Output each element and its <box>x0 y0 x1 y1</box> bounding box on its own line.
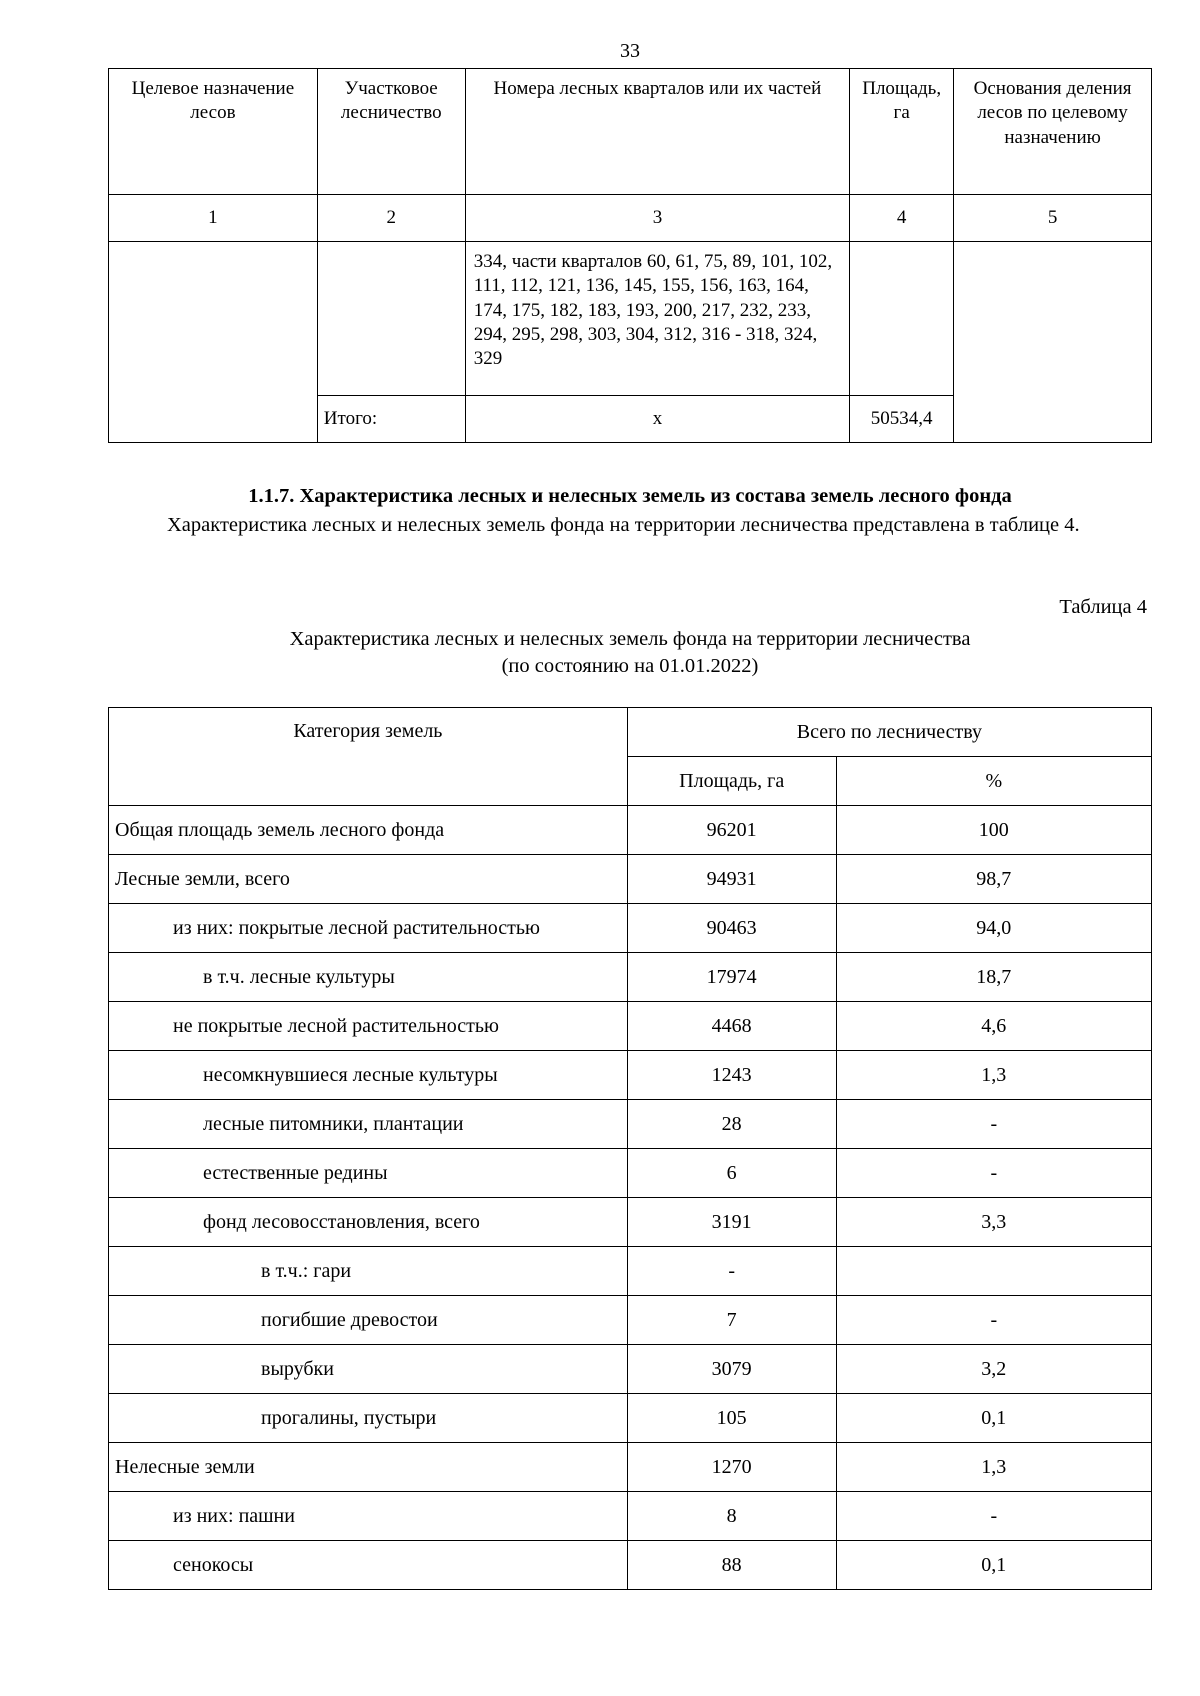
table-row <box>109 855 1152 904</box>
percent-cell: 3,3 <box>836 1198 1151 1247</box>
forest-purpose-table <box>108 68 1152 443</box>
section-paragraph: Характеристика лесных и нелесных земель фонда на территории лесничества представлена в таблице 4. <box>167 514 1080 536</box>
percent-cell: 3,2 <box>836 1345 1151 1394</box>
area-cell: 96201 <box>627 806 836 855</box>
area-cell: 3191 <box>627 1198 836 1247</box>
column-number: 2 <box>317 195 465 242</box>
table-row <box>109 1002 1152 1051</box>
column-number: 1 <box>109 195 318 242</box>
table-row <box>109 1394 1152 1443</box>
percent-cell: 4,6 <box>836 1002 1151 1051</box>
table-row <box>109 1100 1152 1149</box>
category-cell: не покрытые лесной растительностью <box>109 1002 628 1051</box>
area-cell: 105 <box>627 1394 836 1443</box>
percent-cell: 0,1 <box>836 1394 1151 1443</box>
table-header-row <box>109 69 1152 195</box>
category-cell: естественные редины <box>109 1149 628 1198</box>
table-row <box>109 1149 1152 1198</box>
column-number: 5 <box>954 195 1152 242</box>
header-cell: Основания деления лесов по целевому назначению <box>954 69 1152 195</box>
table-row <box>109 1247 1152 1296</box>
category-cell: Нелесные земли <box>109 1443 628 1492</box>
table-row <box>109 1443 1152 1492</box>
table-row <box>109 242 1152 396</box>
page-number: 33 <box>620 40 640 62</box>
table-row <box>109 953 1152 1002</box>
percent-cell: - <box>836 1492 1151 1541</box>
area-cell: 1270 <box>627 1443 836 1492</box>
table-row <box>109 1492 1152 1541</box>
percent-cell: 18,7 <box>836 953 1151 1002</box>
percent-cell: 1,3 <box>836 1051 1151 1100</box>
percent-cell <box>836 1247 1151 1296</box>
area-cell: 1243 <box>627 1051 836 1100</box>
area-cell: 8 <box>627 1492 836 1541</box>
column-number: 4 <box>850 195 954 242</box>
table-row <box>109 806 1152 855</box>
percent-cell: 0,1 <box>836 1541 1151 1590</box>
area-cell: 17974 <box>627 953 836 1002</box>
empty-cell <box>850 242 954 396</box>
header-cell: Участковое лесничество <box>317 69 465 195</box>
header-cell: Номера лесных кварталов или их частей <box>465 69 849 195</box>
total-quarters: х <box>465 396 849 443</box>
category-cell: в т.ч. лесные культуры <box>109 953 628 1002</box>
category-cell: вырубки <box>109 1345 628 1394</box>
percent-cell: 1,3 <box>836 1443 1151 1492</box>
category-cell: лесные питомники, плантации <box>109 1100 628 1149</box>
table-caption-line: (по состоянию на 01.01.2022) <box>501 655 759 678</box>
area-cell: 88 <box>627 1541 836 1590</box>
table-caption <box>108 626 1152 680</box>
category-cell: из них: покрытые лесной растительностью <box>109 904 628 953</box>
table-row <box>109 1198 1152 1247</box>
category-cell: Общая площадь земель лесного фонда <box>109 806 628 855</box>
column-number: 3 <box>465 195 849 242</box>
area-cell: 6 <box>627 1149 836 1198</box>
category-cell: фонд лесовосстановления, всего <box>109 1198 628 1247</box>
category-cell: из них: пашни <box>109 1492 628 1541</box>
area-cell: 28 <box>627 1100 836 1149</box>
area-cell: 94931 <box>627 855 836 904</box>
empty-cell <box>109 242 318 443</box>
percent-cell: - <box>836 1100 1151 1149</box>
category-cell: прогалины, пустыри <box>109 1394 628 1443</box>
total-label: Итого: <box>317 396 465 443</box>
percent-cell: - <box>836 1296 1151 1345</box>
table-row <box>109 904 1152 953</box>
category-cell: погибшие древостои <box>109 1296 628 1345</box>
area-cell: 4468 <box>627 1002 836 1051</box>
header-cell: Площадь, га <box>850 69 954 195</box>
quarters-cell: 334, части кварталов 60, 61, 75, 89, 101, 102, 111, 112, 121, 136, 145, 155, 156, 163, 164, 174, 175, 182, 183, 193, 200, 217, 232, 233, 294, 295, 298, 303, 304, 312, 316 - 318, 324, 329 <box>465 242 849 396</box>
table-row <box>109 1051 1152 1100</box>
empty-cell <box>954 242 1152 443</box>
category-cell: в т.ч.: гари <box>109 1247 628 1296</box>
area-cell: 7 <box>627 1296 836 1345</box>
total-area: 50534,4 <box>850 396 954 443</box>
table-header-row <box>109 708 1152 757</box>
percent-cell: 98,7 <box>836 855 1151 904</box>
header-area: Площадь, га <box>627 757 836 806</box>
category-cell: Лесные земли, всего <box>109 855 628 904</box>
percent-cell: 94,0 <box>836 904 1151 953</box>
category-cell: сенокосы <box>109 1541 628 1590</box>
table-body <box>109 806 1152 1590</box>
table-row <box>109 1296 1152 1345</box>
table-row <box>109 1541 1152 1590</box>
area-cell: 90463 <box>627 904 836 953</box>
table-caption-line: Характеристика лесных и нелесных земель фонда на территории лесничества <box>289 628 971 650</box>
empty-cell <box>317 242 465 396</box>
header-percent: % <box>836 757 1151 806</box>
table-label: Таблица 4 <box>1059 596 1147 618</box>
header-total: Всего по лесничеству <box>627 708 1151 757</box>
percent-cell: - <box>836 1149 1151 1198</box>
percent-cell: 100 <box>836 806 1151 855</box>
column-number-row <box>109 195 1152 242</box>
section-title: 1.1.7. Характеристика лесных и нелесных земель из состава земель лесного фонда <box>248 485 1012 507</box>
header-cell: Целевое назначение лесов <box>109 69 318 195</box>
table-row <box>109 1345 1152 1394</box>
area-cell: 3079 <box>627 1345 836 1394</box>
land-category-table <box>108 707 1152 1590</box>
category-cell: несомкнувшиеся лесные культуры <box>109 1051 628 1100</box>
header-category: Категория земель <box>109 708 628 806</box>
area-cell: - <box>627 1247 836 1296</box>
